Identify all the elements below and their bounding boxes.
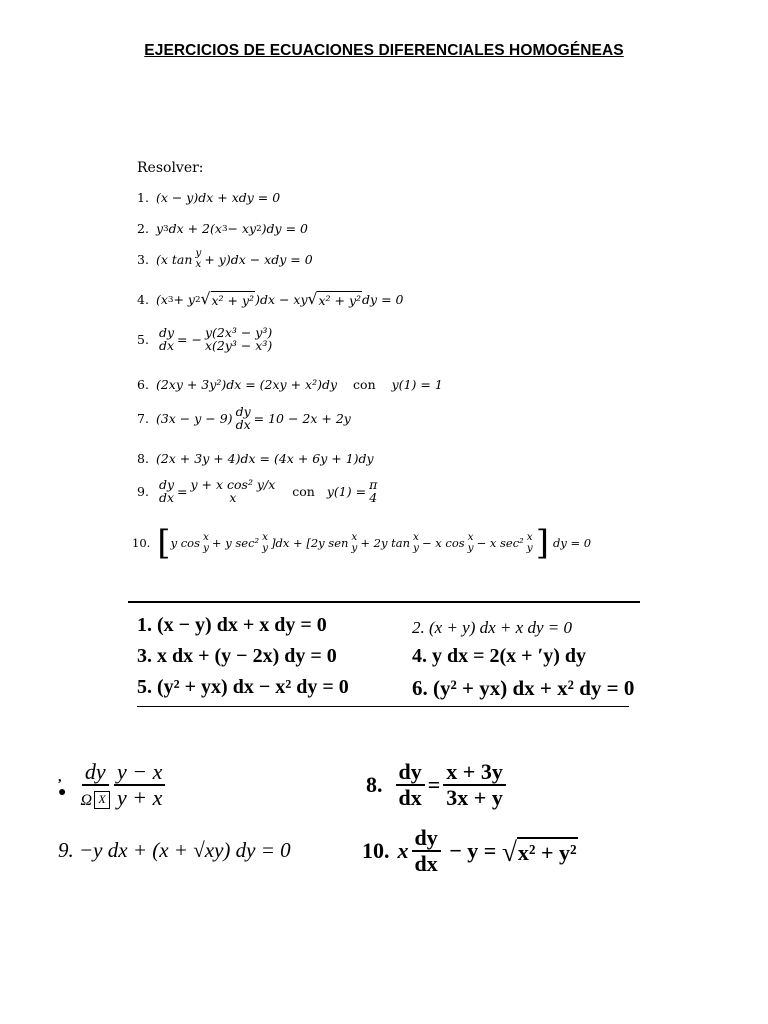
equation-part: (x	[155, 292, 168, 307]
block3-exercise-10	[362, 826, 578, 876]
close-bracket: ]	[535, 523, 549, 563]
block2-exercise-1: 1. (x − y) dx + x dy = 0	[137, 614, 327, 636]
con-word: con	[292, 483, 315, 499]
denominator: y	[202, 542, 209, 554]
denominator: y + x	[117, 785, 163, 811]
fraction	[203, 532, 209, 554]
denominator: dx	[414, 851, 438, 877]
equation-part: (x tan	[155, 251, 193, 267]
fraction	[205, 326, 272, 352]
fraction	[351, 532, 357, 554]
exponent: 3	[163, 223, 169, 234]
divider-bottom	[137, 706, 629, 707]
square-root: √ x² + y²	[307, 290, 362, 309]
equals-sign: =	[177, 483, 188, 499]
block3-exercise-7	[58, 760, 168, 810]
fraction	[159, 326, 174, 352]
numerator: dy	[235, 404, 251, 419]
exercise-8	[137, 451, 374, 466]
equation-part: dx + 2(x	[168, 221, 222, 236]
page-title: EJERCICIOS DE ECUACIONES DIFERENCIALES HOMOGÉNEAS	[144, 42, 624, 59]
block2-exercise-4: 4. y dx = 2(x + ʹy) dy	[412, 645, 586, 667]
equation-part: + 2y tan	[360, 536, 411, 550]
numerator: x	[202, 530, 209, 543]
equation-part: ]dx + [2y sen	[271, 536, 349, 550]
exercise-4	[137, 291, 403, 308]
equals-sign: = −	[177, 331, 202, 347]
denominator: dx	[398, 785, 422, 811]
denominator: dx	[158, 490, 174, 506]
numerator: dy	[82, 760, 109, 786]
fraction	[195, 248, 201, 270]
block2-exercise-5: 5. (y² + yx) dx − x² dy = 0	[137, 676, 349, 698]
exponent: 2	[194, 294, 201, 305]
radicand: x² + y²	[211, 293, 255, 308]
exercise-number: 6.	[137, 377, 149, 392]
numerator: x + 3y	[443, 760, 506, 786]
exercise-number: 1.	[137, 190, 149, 205]
square-root: √ x² + y²	[501, 836, 577, 868]
equation-part: − y =	[443, 838, 502, 864]
exercise-number: 2.	[137, 221, 149, 236]
block3-exercise-8	[366, 760, 509, 810]
denominator: y	[262, 542, 269, 554]
exercise-number: 8.	[366, 772, 383, 798]
equation: (2x + 3y + 4)dx = (4x + 6y + 1)dy	[155, 451, 374, 466]
numerator: dy	[396, 760, 425, 786]
numerator: x	[467, 530, 474, 543]
denominator	[77, 786, 113, 810]
fraction	[396, 760, 425, 810]
numerator: x	[526, 530, 533, 543]
numerator: x	[351, 530, 358, 543]
exercise-number: 9.	[137, 483, 149, 499]
denominator: y	[351, 542, 358, 554]
exercise-number: 10.	[362, 838, 390, 864]
exponent: 3	[167, 294, 174, 305]
exercise-5	[137, 326, 275, 352]
equation-part: dy = 0	[553, 536, 592, 550]
left-marks	[58, 770, 66, 801]
equation-part: dy = 0	[362, 292, 404, 307]
fraction	[236, 405, 251, 431]
equation: (x − y)dx + xdy = 0	[155, 190, 281, 205]
numerator: dy	[158, 477, 175, 492]
block2-exercise-3: 3. x dx + (y − 2x) dy = 0	[137, 645, 337, 667]
exercise-9	[137, 478, 380, 504]
equation: (2xy + 3y²)dx = (2xy + x²)dy	[155, 377, 338, 392]
fraction	[468, 532, 474, 554]
denominator: 3x + y	[446, 785, 503, 811]
denominator: y	[467, 542, 474, 554]
numerator: y	[195, 247, 202, 259]
fraction	[527, 532, 533, 554]
exercise-number: 7.	[137, 410, 149, 426]
denominator: 4	[369, 490, 378, 506]
denominator: x	[229, 490, 237, 506]
denominator: dx	[235, 417, 251, 433]
numerator: dy	[158, 325, 175, 340]
fraction	[159, 478, 174, 504]
resolver-label: Resolver:	[137, 160, 204, 176]
divider-top	[128, 601, 640, 603]
initial-condition: y(1) = 1	[391, 377, 443, 392]
glyph: Ω	[80, 792, 93, 810]
denominator: y	[413, 542, 419, 554]
equation-part: − xy	[227, 221, 257, 236]
bullet-mark: ●	[58, 785, 67, 801]
block3-exercise-9: 9. −y dx + (x + √xy) dy = 0	[58, 838, 291, 862]
numerator: x	[413, 530, 419, 543]
equation-part: + y sec²	[211, 536, 260, 550]
block2-exercise-6: 6. (y² + yx) dx + x² dy = 0	[412, 676, 635, 700]
denominator: x	[195, 258, 202, 271]
equation-part: y	[155, 221, 163, 236]
exponent: 2	[256, 223, 262, 234]
denominator: x(2y³ − x³)	[204, 338, 273, 354]
fraction	[412, 826, 441, 876]
numerator: π	[369, 477, 378, 492]
fraction	[114, 760, 165, 810]
denominator: dx	[158, 338, 174, 354]
equation-part: − x cos	[421, 536, 465, 550]
fraction	[413, 532, 419, 554]
exercise-2	[137, 221, 308, 236]
equation-part: + y)dx − xdy = 0	[204, 251, 313, 267]
block2-exercise-2: 2. (x + y) dx + x dy = 0	[412, 618, 572, 637]
box-glyph: X	[94, 791, 110, 809]
equation-part: = 10 − 2x + 2y	[253, 410, 351, 426]
comma-mark: ,	[58, 769, 62, 785]
exercise-number: 3.	[137, 251, 149, 267]
fraction	[369, 478, 377, 504]
equals-sign: =	[427, 772, 441, 798]
numerator: x	[262, 530, 269, 543]
numerator: y + x cos² y/x	[190, 477, 276, 492]
open-bracket: [	[157, 523, 171, 563]
fraction	[443, 760, 506, 810]
exercise-number: 5.	[137, 331, 149, 347]
fraction	[191, 478, 276, 504]
equation-part: y cos	[170, 536, 200, 550]
square-root: √ x² + y²	[200, 290, 255, 309]
equation-part: + y	[173, 292, 195, 307]
equation-part: (3x − y − 9)	[155, 410, 233, 426]
fraction	[77, 760, 113, 810]
equation-part: )dy = 0	[261, 221, 308, 236]
equation-part: x	[397, 838, 409, 864]
numerator: y − x	[114, 760, 165, 786]
radicand: x² + y²	[517, 837, 578, 866]
exercise-6	[137, 377, 443, 392]
initial-condition: y(1) =	[326, 483, 367, 499]
exercise-number: 4.	[137, 292, 149, 307]
exercise-number: 10.	[132, 536, 151, 550]
numerator: y(2x³ − y³)	[204, 325, 273, 340]
radicand: x² + y²	[318, 293, 362, 308]
fraction	[262, 532, 268, 554]
exercise-7	[137, 405, 351, 431]
numerator: dy	[412, 826, 441, 852]
exercise-1	[137, 190, 280, 205]
equation-part: )dx − xy	[255, 292, 308, 307]
equation-part: − x sec²	[476, 536, 524, 550]
exercise-number: 8.	[137, 451, 149, 466]
exercise-10	[132, 523, 592, 563]
exercise-3	[137, 248, 313, 270]
con-word: con	[353, 377, 376, 392]
denominator: y	[526, 542, 533, 554]
exponent: 3	[221, 223, 228, 234]
